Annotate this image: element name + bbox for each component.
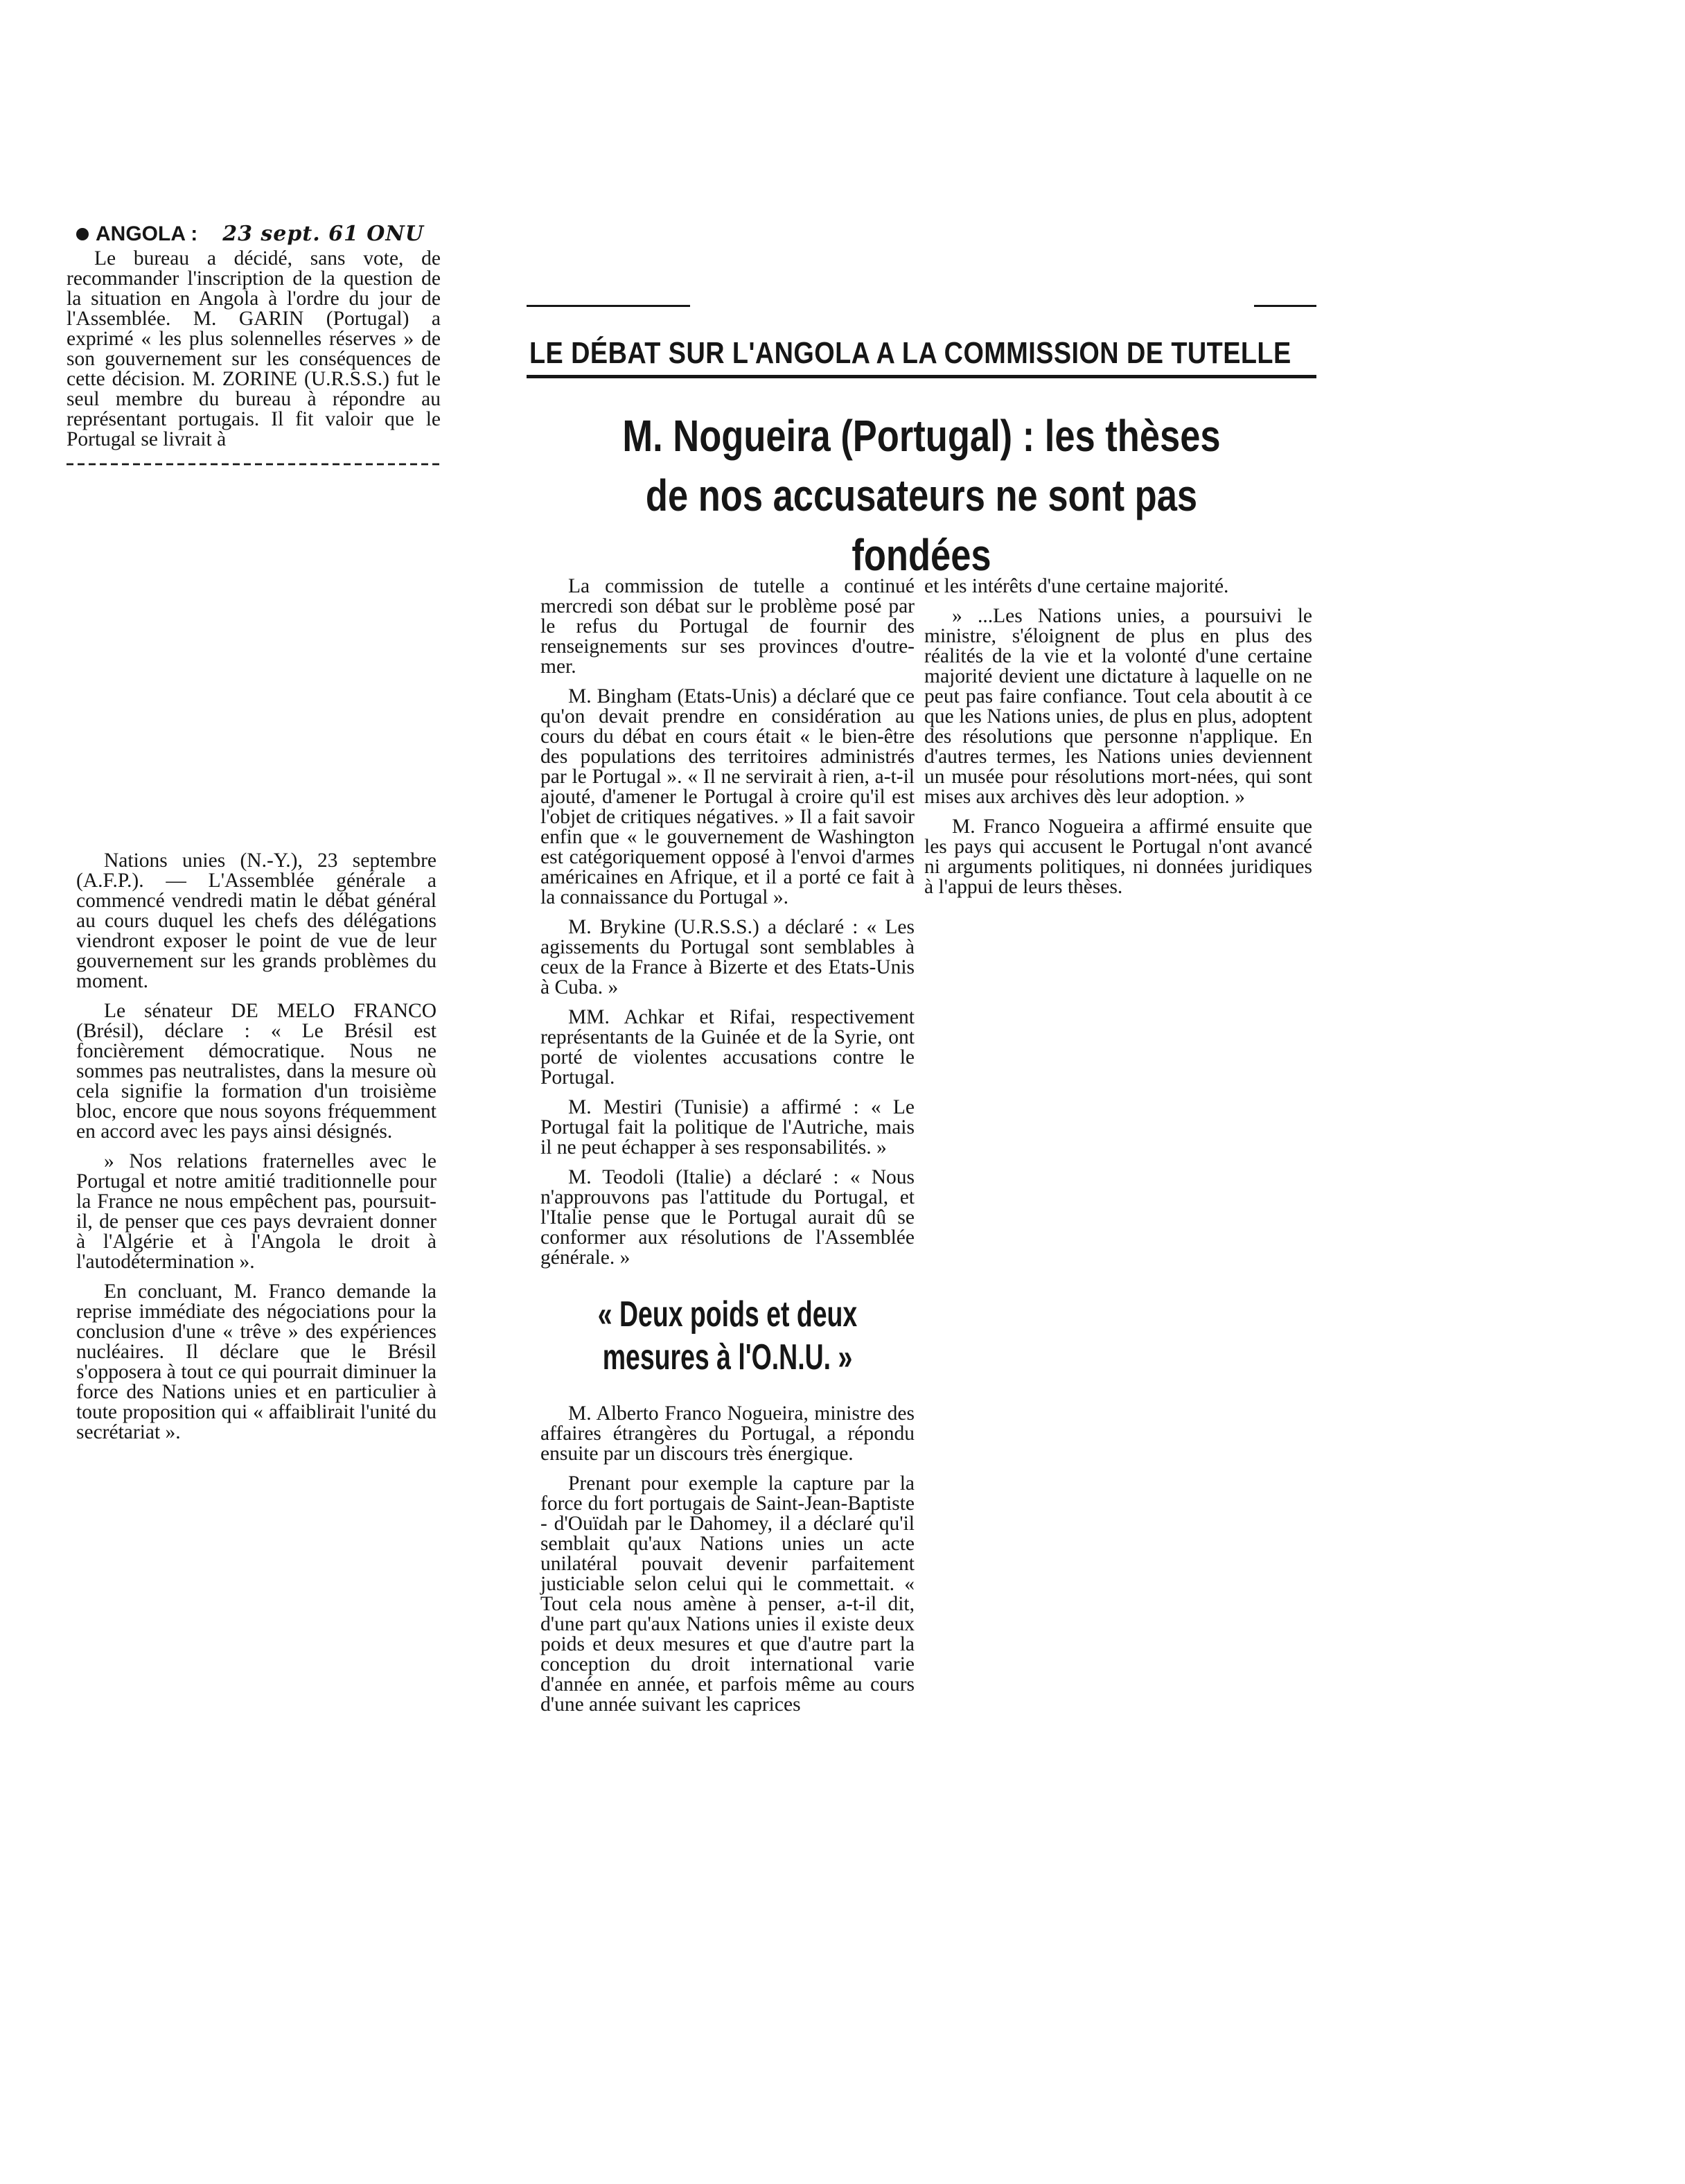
- paragraph: M. Brykine (U.R.S.S.) a déclaré : « Les agissements du Portugal sont semblables à ceux de la France à Bizerte et des Etats-Unis à Cuba. »: [540, 916, 915, 998]
- angola-label: ANGOLA :: [96, 222, 198, 245]
- paragraph: M. Alberto Franco Nogueira, ministre des affaires étrangères du Portugal, a répondu ensuite par un discours très énergique.: [540, 1402, 915, 1465]
- bresil-article: [76, 851, 436, 1452]
- rule: [527, 305, 690, 307]
- article-headline: [527, 305, 1316, 585]
- right-column: [924, 576, 1312, 907]
- paragraph: MM. Achkar et Rifai, respectivement représentants de la Guinée et de la Syrie, ont porté de violentes accusations contre le Portugal.: [540, 1006, 915, 1089]
- paragraph: M. Teodoli (Italie) a déclaré : « Nous n'approuvons pas l'attitude du Portugal, et l'Italie pense que le Portugal aurait dû se conformer aux résolutions de l'Assemblée générale. »: [540, 1166, 915, 1269]
- paragraph: M. Mestiri (Tunisie) a affirmé : « Le Portugal fait la politique de l'Autriche, mais il ne peut échapper à ses responsabilités. »: [540, 1096, 915, 1159]
- torn-edge: [67, 459, 441, 469]
- paragraph: Nations unies (N.-Y.), 23 septembre (A.F.P.). — L'Assemblée générale a commencé vendredi matin le débat général au cours duquel les chefs des délégations viendront exposer le point de vue de leur gouvernement sur les grands problèmes du moment.: [76, 849, 436, 992]
- handwritten-annotation: 23 sept. 61 ONU: [222, 222, 425, 246]
- page-title: [598, 406, 1246, 585]
- angola-brief: [67, 222, 441, 469]
- paragraph: Le sénateur DE MELO FRANCO (Brésil), déclare : « Le Brésil est foncièrement démocratique. Nous ne sommes pas neutralistes, dans la mesure où cela signifie la formation d'un troisième bloc, encore que nous soyons fréquemment en accord avec les pays ainsi désignés.: [76, 1000, 436, 1143]
- paragraph: et les intérêts d'une certaine majorité.: [924, 575, 1229, 597]
- paragraph: » ...Les Nations unies, a poursuivi le ministre, s'éloignent de plus en plus des réalités de la vie et la volonté d'une certaine majorité devient une dictature à laquelle on ne peut pas faire confiance. Tout cela aboutit à ce que les Nations unies, de plus en plus, adoptent des résolutions que personne n'applique. En d'autres termes, les Nations unies deviennent un musée pour résolutions mort-nées, qui sont mises aux archives dès leur adoption. »: [924, 605, 1312, 808]
- middle-column: [540, 576, 915, 1725]
- paragraph: En concluant, M. Franco demande la reprise immédiate des négociations pour la conclusion d'une « trêve » des expériences nucléaires. Il déclare que le Brésil s'opposera à tout ce qui pourrait diminuer la force des Nations unies et en particulier à toute proposition qui « affaiblirait l'unité du secrétariat ».: [76, 1280, 436, 1443]
- paragraph: » Nos relations fraternelles avec le Portugal et notre amitié traditionnelle pour la France ne nous empêchent pas, poursuit-il, de penser que ces pays devraient donner à l'Algérie et à l'Angola le droit à l'autodétermination ».: [76, 1150, 436, 1273]
- rule: [1254, 305, 1316, 307]
- subheading: « Deux poids et deux mesures à l'O.N.U. »: [597, 1294, 858, 1377]
- kicker: LE DÉBAT SUR L'ANGOLA A LA COMMISSION DE TUTELLE: [529, 336, 1291, 370]
- paragraph: M. Franco Nogueira a affirmé ensuite que les pays qui accusent le Portugal n'ont avancé ni arguments politiques, ni données juridiques à l'appui de leurs thèses.: [924, 816, 1312, 898]
- paragraph: Prenant pour exemple la capture par la force du fort portugais de Saint-Jean-Baptiste - d'Ouïdah par le Dahomey, il a déclaré qu'il semblait qu'aux Nations unies un acte unilatéral pouvait devenir parfaitement justiciable selon celui qui le commettait. « Tout cela nous amène à penser, a-t-il dit, d'une part qu'aux Nations unies il existe deux poids et deux mesures et que d'autre part la conception du droit international varie d'année en année, et parfois même au cours d'une année suivant les caprices: [540, 1472, 915, 1716]
- bullet-icon: [76, 228, 89, 240]
- title-line-2: de nos accusateurs ne sont pas fondées: [645, 470, 1198, 580]
- angola-text: Le bureau a décidé, sans vote, de recommander l'inscription de la question de la situation en Angola à l'ordre du jour de l'Assemblée. M. GARIN (Portugal) a exprimé « les plus solennelles réserves » de son gouvernement sur les conséquences de cette décision. M. ZORINE (U.R.S.S.) fut le seul membre du bureau à répondre au représentant portugais. Il fit valoir que le Portugal se livrait à: [67, 247, 441, 450]
- title-line-1: M. Nogueira (Portugal) : les thèses: [622, 411, 1221, 461]
- angola-header: [76, 222, 441, 246]
- kicker-rule: [527, 375, 1316, 378]
- paragraph: La commission de tutelle a continué mercredi son débat sur le problème posé par le refus du Portugal de fournir des renseignements sur ses provinces d'outre-mer.: [540, 575, 915, 678]
- top-rules: [527, 305, 1316, 307]
- paragraph: M. Bingham (Etats-Unis) a déclaré que ce qu'on devait prendre en considération au cours du débat en cours était « le bien-être des populations des territoires administrés par le Portugal ». « Il ne servirait à rien, a-t-il ajouté, d'amener le Portugal à croire qu'il est l'objet de critiques négatives. » Il a fait savoir enfin que « le gouvernement de Washington est catégoriquement opposé à l'envoi d'armes américaines en Afrique, et il a porté ce fait à la connaissance du Portugal ».: [540, 685, 915, 908]
